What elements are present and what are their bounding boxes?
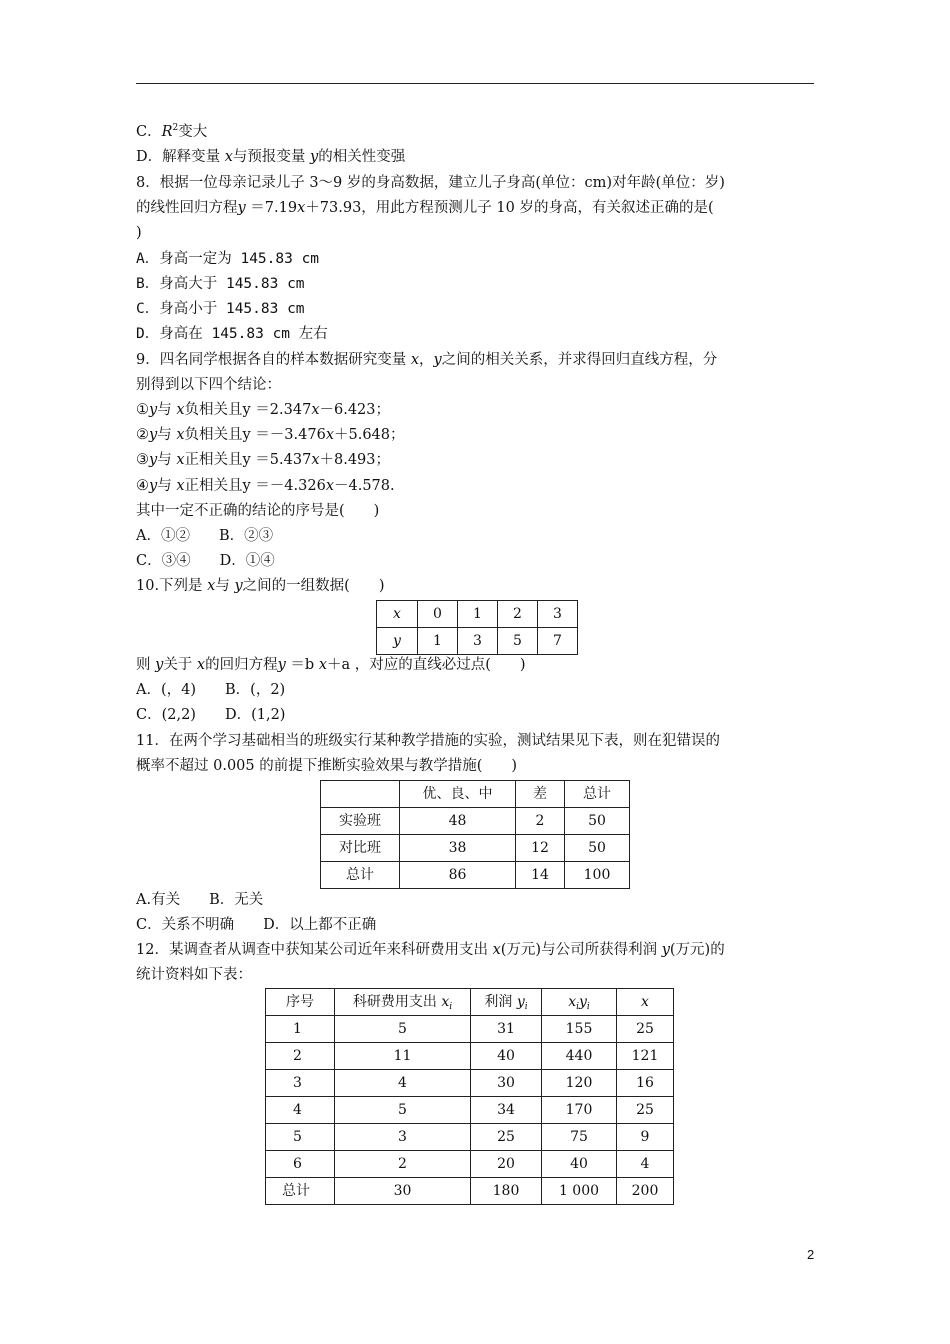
table-cell: 科研费用支出 $x_i$ (335, 989, 471, 1016)
table-row (321, 835, 630, 862)
table-cell: 总计 (321, 862, 400, 889)
table-cell: 总计 (266, 1178, 335, 1205)
table-cell: 利润 $y_i$ (471, 989, 542, 1016)
q8-option-b: B．身高大于 145.83 cm (136, 276, 305, 292)
table-cell: 0 (418, 601, 458, 628)
table-cell: 5 (266, 1124, 335, 1151)
table-cell: 2 (335, 1151, 471, 1178)
table-row (266, 1016, 674, 1043)
table-cell: 3 (458, 628, 498, 655)
table-cell: 25 (617, 1097, 674, 1124)
table-row (266, 1151, 674, 1178)
table-cell: 38 (400, 835, 516, 862)
q10-stem: 10.下列是 x与 y之间的一组数据( ) (136, 578, 385, 594)
q11-contingency-table (320, 780, 630, 889)
table-cell: 6 (266, 1151, 335, 1178)
table-cell: 11 (335, 1043, 471, 1070)
table-cell: 100 (565, 862, 630, 889)
q9-options-cd: C．③④ D．①④ (136, 553, 275, 569)
table-cell: 14 (516, 862, 565, 889)
table-cell: 序号 (266, 989, 335, 1016)
table-cell: 5 (335, 1016, 471, 1043)
table-row (377, 601, 578, 628)
table-cell: 1 000 (542, 1178, 617, 1205)
table-cell: 总计 (565, 781, 630, 808)
table-cell: 9 (617, 1124, 674, 1151)
table-row (377, 628, 578, 655)
table-cell: 差 (516, 781, 565, 808)
q8-option-d: D．身高在 145.83 cm 左右 (136, 326, 328, 342)
q8-option-a: A．身高一定为 145.83 cm (136, 251, 320, 267)
q12-stem-line2: 统计资料如下表： (136, 967, 252, 983)
table-cell: 12 (516, 835, 565, 862)
q12-statistics-table (265, 988, 674, 1205)
table-cell: 1 (458, 601, 498, 628)
table-cell: 25 (471, 1124, 542, 1151)
table-cell: 25 (617, 1016, 674, 1043)
table-cell: 120 (542, 1070, 617, 1097)
table-cell: 1 (418, 628, 458, 655)
q9-statement-1: ①y与 x负相关且y ＝2.347x－6.423； (136, 402, 391, 418)
table-cell: 180 (471, 1178, 542, 1205)
table-cell: 4 (335, 1070, 471, 1097)
table-cell: 对比班 (321, 835, 400, 862)
q9-stem-line3: 其中一定不正确的结论的序号是( ) (136, 503, 380, 519)
table-cell: 5 (498, 628, 538, 655)
page-number: 2 (807, 1247, 815, 1262)
q8-option-c: C．身高小于 145.83 cm (136, 301, 305, 317)
table-cell: 170 (542, 1097, 617, 1124)
table-cell: 40 (542, 1151, 617, 1178)
table-row (321, 781, 630, 808)
table-cell: 440 (542, 1043, 617, 1070)
q11-stem-line2: 概率不超过 0.005 的前提下推断实验效果与教学措施( ) (136, 758, 518, 774)
table-row (266, 1178, 674, 1205)
q7-option-d: D．解释变量 x与预报变量 y的相关性变强 (136, 149, 406, 165)
q10-data-table (376, 600, 578, 655)
table-cell: y (377, 628, 418, 655)
table-row (266, 1070, 674, 1097)
table-cell: 4 (266, 1097, 335, 1124)
table-cell: 7 (538, 628, 578, 655)
table-cell: x (617, 989, 674, 1016)
q11-options-cd: C．关系不明确 D．以上都不正确 (136, 917, 377, 933)
q8-stem-line1: 8．根据一位母亲记录儿子 3～9 岁的身高数据，建立儿子身高(单位：cm)对年龄(单位：岁) (136, 175, 725, 191)
q11-stem-line1: 11．在两个学习基础相当的班级实行某种教学措施的实验，测试结果见下表，则在犯错误的 (136, 733, 720, 749)
table-cell: 3 (538, 601, 578, 628)
table-cell: 40 (471, 1043, 542, 1070)
q10-options-ab: A．(，4) B．(，2) (136, 682, 286, 698)
table-cell: 20 (471, 1151, 542, 1178)
table-row (266, 1097, 674, 1124)
table-cell: $x_iy_i$ (542, 989, 617, 1016)
table-cell: 16 (617, 1070, 674, 1097)
table-cell: 30 (335, 1178, 471, 1205)
q11-options-ab: A.有关 B．无关 (136, 892, 264, 908)
q10-options-cd: C．(2,2) D．(1,2) (136, 707, 286, 723)
table-cell: 200 (617, 1178, 674, 1205)
table-row (266, 1124, 674, 1151)
table-cell: 5 (335, 1097, 471, 1124)
table-row (321, 808, 630, 835)
q9-statement-3: ③y与 x正相关且y ＝5.437x＋8.493； (136, 452, 391, 468)
table-cell: 2 (498, 601, 538, 628)
table-cell: 3 (335, 1124, 471, 1151)
table-cell (321, 781, 400, 808)
table-cell: 50 (565, 835, 630, 862)
q9-options-ab: A．①② B．②③ (136, 528, 274, 544)
table-cell: x (377, 601, 418, 628)
table-cell: 75 (542, 1124, 617, 1151)
q9-stem-line2: 别得到以下四个结论： (136, 377, 281, 393)
table-cell: 50 (565, 808, 630, 835)
table-cell: 31 (471, 1016, 542, 1043)
table-cell: 3 (266, 1070, 335, 1097)
table-cell: 2 (516, 808, 565, 835)
table-cell: 1 (266, 1016, 335, 1043)
q10-stem-line2: 则 y关于 x的回归方程y ＝b x＋a ，对应的直线必过点( ) (136, 657, 526, 673)
table-cell: 86 (400, 862, 516, 889)
q9-stem-line1: 9．四名同学根据各自的样本数据研究变量 x，y之间的相关关系，并求得回归直线方程，分 (136, 352, 718, 368)
table-cell: 优、良、中 (400, 781, 516, 808)
table-cell: 2 (266, 1043, 335, 1070)
q9-statement-4: ④y与 x正相关且y ＝－4.326x－4.578. (136, 478, 395, 494)
q8-stem-line3: ) (136, 225, 142, 241)
table-row (321, 862, 630, 889)
table-cell: 34 (471, 1097, 542, 1124)
table-cell: 30 (471, 1070, 542, 1097)
table-cell: 4 (617, 1151, 674, 1178)
q8-stem-line2: 的线性回归方程y ＝7.19x＋73.93，用此方程预测儿子 10 岁的身高，有关叙述正确的是( (136, 200, 714, 216)
table-cell: 155 (542, 1016, 617, 1043)
table-row (266, 989, 674, 1016)
table-cell: 实验班 (321, 808, 400, 835)
table-row (266, 1043, 674, 1070)
q7-option-c: C．$R^2$变大 (136, 123, 208, 140)
table-cell: 48 (400, 808, 516, 835)
header-rule (136, 83, 814, 84)
table-cell: 121 (617, 1043, 674, 1070)
q9-statement-2: ②y与 x负相关且y ＝－3.476x＋5.648； (136, 427, 405, 443)
q12-stem-line1: 12．某调查者从调查中获知某公司近年来科研费用支出 x(万元)与公司所获得利润 y(万元)的 (136, 942, 725, 958)
